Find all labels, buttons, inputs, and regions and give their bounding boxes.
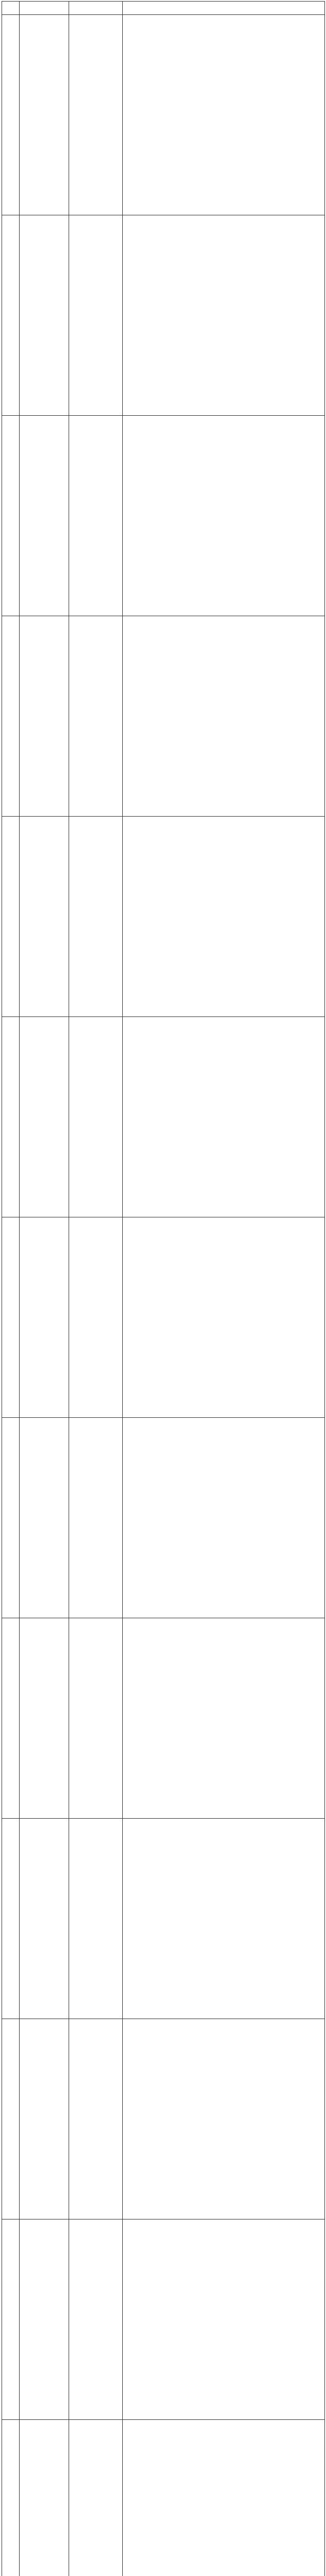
row-title <box>69 2219 123 2420</box>
patent-number <box>20 1819 69 2019</box>
row-number <box>2 1017 20 1217</box>
row-title <box>69 1418 123 1618</box>
table-row <box>2 2019 325 2219</box>
header-title <box>69 2 123 15</box>
patent-number <box>20 416 69 616</box>
row-title <box>69 616 123 817</box>
table-body <box>2 15 325 2576</box>
header-code <box>20 2 69 15</box>
row-number <box>2 2219 20 2420</box>
row-number <box>2 2420 20 2576</box>
row-description <box>123 616 325 817</box>
row-number <box>2 416 20 616</box>
row-description <box>123 1819 325 2019</box>
row-description <box>123 2420 325 2576</box>
table-row <box>2 1217 325 1418</box>
row-number <box>2 1217 20 1418</box>
row-title <box>69 2019 123 2219</box>
patent-number <box>20 817 69 1017</box>
table-row <box>2 416 325 616</box>
table-row <box>2 1017 325 1217</box>
row-description <box>123 1017 325 1217</box>
patent-number <box>20 2219 69 2420</box>
row-description <box>123 1418 325 1618</box>
row-number <box>2 215 20 416</box>
row-title <box>69 416 123 616</box>
table-row <box>2 2219 325 2420</box>
table-row <box>2 817 325 1017</box>
patent-number <box>20 1017 69 1217</box>
row-title <box>69 2420 123 2576</box>
table-row <box>2 1418 325 1618</box>
patent-number <box>20 2019 69 2219</box>
table-header <box>2 2 325 15</box>
row-title <box>69 15 123 215</box>
row-description <box>123 1618 325 1819</box>
row-title <box>69 1017 123 1217</box>
patent-table <box>2 1 325 2576</box>
patent-number <box>20 2420 69 2576</box>
row-title <box>69 1819 123 2019</box>
row-number <box>2 1418 20 1618</box>
row-number <box>2 1618 20 1819</box>
row-number <box>2 1819 20 2019</box>
row-title <box>69 1217 123 1418</box>
patent-number <box>20 15 69 215</box>
patent-number <box>20 1618 69 1819</box>
patent-number <box>20 1217 69 1418</box>
row-number <box>2 2019 20 2219</box>
header-num <box>2 2 20 15</box>
patent-number <box>20 616 69 817</box>
row-number <box>2 616 20 817</box>
row-description <box>123 2019 325 2219</box>
row-description <box>123 1217 325 1418</box>
table-row <box>2 1819 325 2019</box>
row-description <box>123 15 325 215</box>
row-description <box>123 416 325 616</box>
row-title <box>69 1618 123 1819</box>
patent-number <box>20 1418 69 1618</box>
table-row <box>2 2420 325 2576</box>
row-number <box>2 817 20 1017</box>
table-row <box>2 616 325 817</box>
row-description <box>123 2219 325 2420</box>
table-row <box>2 15 325 215</box>
header-row <box>2 2 325 15</box>
row-description <box>123 817 325 1017</box>
row-description <box>123 215 325 416</box>
table-row <box>2 1618 325 1819</box>
row-title <box>69 215 123 416</box>
header-desc <box>123 2 325 15</box>
row-title <box>69 817 123 1017</box>
table-row <box>2 215 325 416</box>
patent-number <box>20 215 69 416</box>
row-number <box>2 15 20 215</box>
